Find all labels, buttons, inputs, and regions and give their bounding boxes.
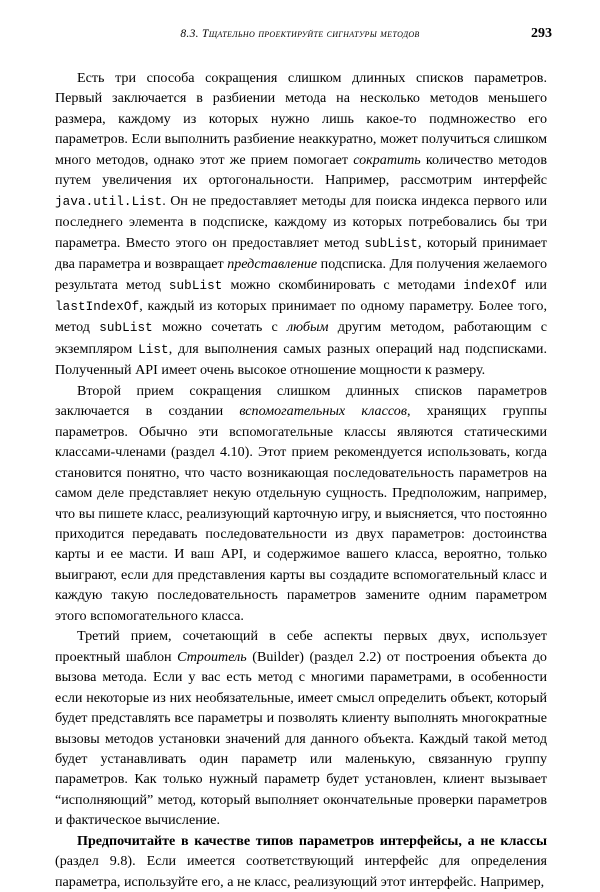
paragraph-3: Третий прием, сочетающий в себе аспекты первых двух, использует проектный шаблон Строитель (Builder) (раздел 2.2) от построения объекта до вызова метода. Если у вас есть метод с многими параметрами, в особенности если некоторые из них необязательные, имеет смысл определить объект, который будет представлять все параметры и позволять клиенту выполнять многократные вызовы методов установки значений для данного объекта. Каждый такой метод будет устанавливать один параметр или маленькую, связанную группу параметров. Как только нужный параметр будет установлен, клиент вызывает “исполняющий” метод, который выполняет окончательные проверки параметров и фактическое вычисление. [55,628,547,829]
paragraph-2: Второй прием сокращения слишком длинных списков параметров заключается в создании вспомогательных классов, хранящих группы параметров. Обычно эти вспомогательные классы являются статическими классами-членами (раздел 4.10). Этот прием рекомендуется использовать, когда становится понятно, что часто возникающая последовательность параметров на самом деле представляет некую отдельную сущность. Предположим, например, что вы пишете класс, реализующий карточную игру, и выясняется, что постоянно приходится передавать последовательности из двух параметров: достоинства карты и ее масти. И ваш API, и содержимое вашего класса, вероятно, только выиграют, если для представления карты вы создадите вспомогательный класс и каждую такую последовательность параметров замените одним параметром этого вспомогательного класса. [55,382,547,624]
page-header [57,26,552,42]
page-number: 293 [531,26,552,41]
paragraph-1: Есть три способа сокращения слишком длинных списков параметров. Первый заключается в разбиении метода на несколько методов меньшего размера, каждому из которых нужно лишь какое-то подмножество его параметров. Если выполнить разбиение неаккуратно, может получиться слишком много методов, однако этот же прием помогает сократить количество методов путем увеличения их ортогональности. Например, рассмотрим интерфейс java.util.List. Он не предоставляет методы для поиска индекса первого или последнего элемента в подсписке, каждому из которых потребовались бы три параметра. Вместо этого он предоставляет метод subList, который принимает два параметра и возвращает представление подсписка. Для получения желаемого результата метод subList можно скомбинировать с методами indexOf или lastIndexOf, каждый из которых принимает по одному параметру. Более того, метод subList можно сочетать с любым другим методом, работающим с экземпляром List, для выполнения самых разных операций над подсписками. Полученный API имеет очень высокое отношение мощности к размеру. [55,70,548,379]
body-text [55,68,547,892]
running-title: 8.3. Тщательно проектируйте сигнатуры методов [180,28,420,40]
paragraph-4: Предпочитайте в качестве типов параметров интерфейсы, а не классы (раздел 9.8). Если имеется соответствующий интерфейс для определения параметра, используйте его, а не класс, реализующий этот интерфейс. Например, [55,832,547,890]
